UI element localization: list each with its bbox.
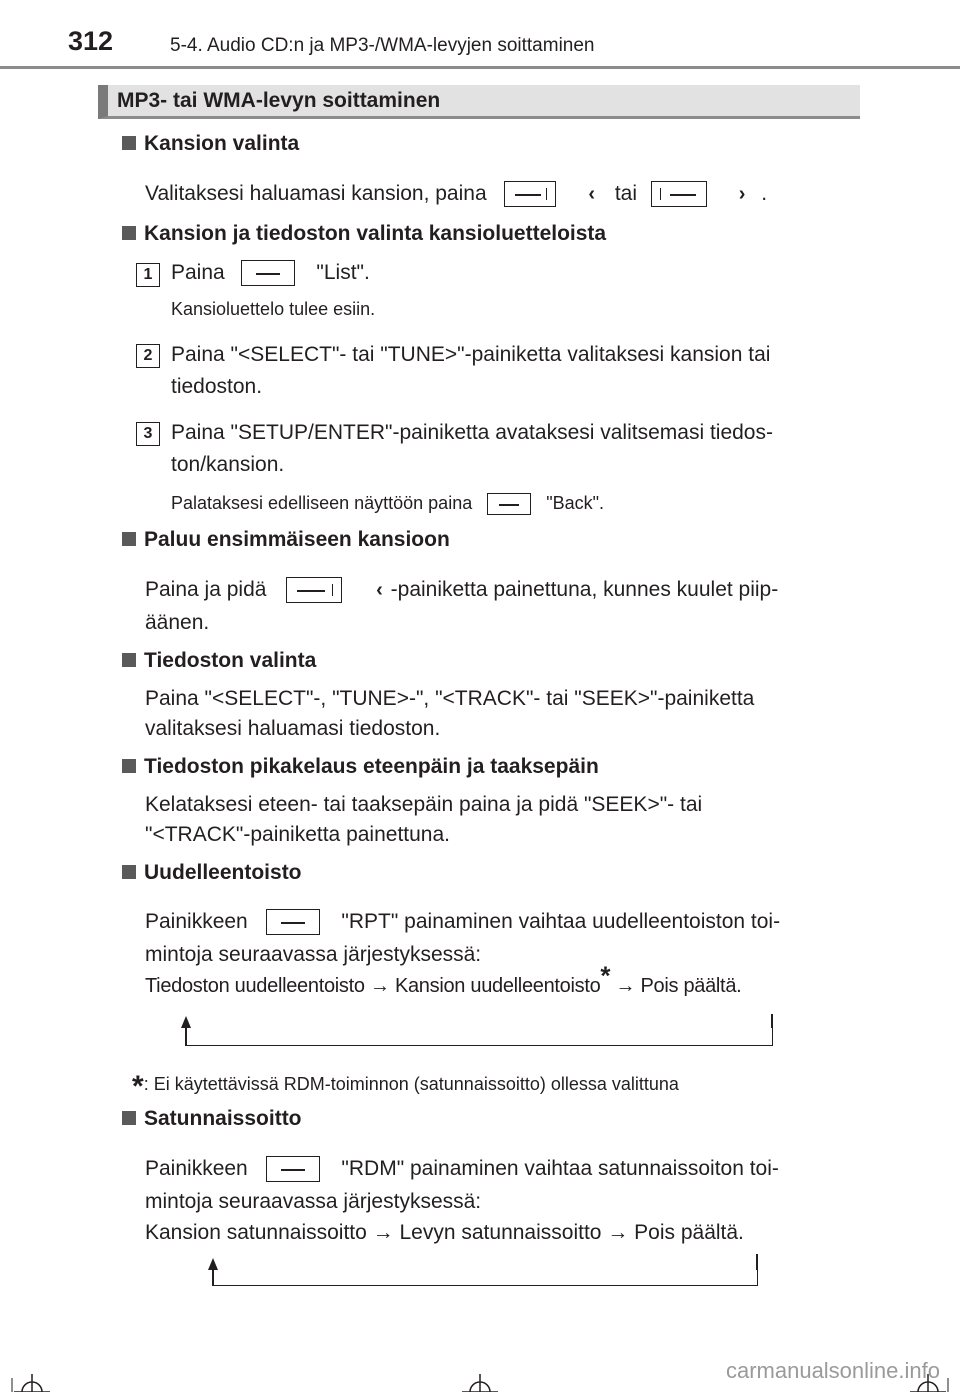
square-bullet-icon — [122, 759, 136, 773]
square-bullet-icon — [122, 1111, 136, 1125]
square-bullet-icon — [122, 653, 136, 667]
header-rule — [0, 66, 960, 69]
repeat-sequence: Tiedoston uudelleentoisto → Kansion uudelleentoisto* → Pois päältä. — [145, 960, 742, 997]
back-button-icon — [487, 493, 531, 515]
rdm-button-icon — [266, 1156, 320, 1182]
rpt-button-icon — [266, 909, 320, 935]
step-number-2: 2 — [136, 344, 160, 368]
random-line2: mintoja seuraavassa järjestyksessä: — [145, 1190, 482, 1213]
folder-select-text: Valitaksesi haluamasi kansion, paina ‹ tai › . — [145, 178, 767, 210]
heading-repeat: Uudelleentoisto — [122, 861, 302, 885]
fast-forward-line1: Kelataksesi eteen- tai taaksepäin paina ja pidä "SEEK>"- tai — [145, 793, 703, 816]
section-title: MP3- tai WMA-levyn soittaminen — [117, 89, 441, 112]
random-cycle-left-leg — [212, 1268, 214, 1286]
arrow-right-icon: → — [369, 975, 390, 997]
running-header: 5-4. Audio CD:n ja MP3-/WMA-levyjen soittaminen — [170, 35, 595, 56]
square-bullet-icon — [122, 136, 136, 150]
step3-line2: ton/kansion. — [171, 453, 285, 476]
registration-mark-icon — [10, 1352, 50, 1392]
random-line1: Painikkeen "RDM" painaminen vaihtaa satunnaissoiton toi- — [145, 1153, 779, 1185]
step1-text: Paina "List". — [171, 257, 370, 289]
heading-fast-forward: Tiedoston pikakelaus eteenpäin ja taaksepäin — [122, 755, 599, 779]
repeat-line1: Painikkeen "RPT" painaminen vaihtaa uudelleentoiston toi- — [145, 906, 780, 938]
step3-line1: Paina "SETUP/ENTER"-painiketta avataksesi valitsemasi tiedos- — [171, 421, 773, 444]
random-cycle-line — [213, 1268, 758, 1286]
repeat-cycle-left-leg — [185, 1026, 187, 1046]
square-bullet-icon — [122, 532, 136, 546]
random-cycle-right-leg — [756, 1254, 758, 1270]
watermark: carmanualsonline.info — [725, 1358, 940, 1383]
folder-down-button-icon — [286, 577, 342, 603]
first-folder-line1: Paina ja pidä ‹ -painiketta painettuna, kunnes kuulet piip- — [145, 574, 778, 606]
arrow-right-icon: → — [607, 1221, 629, 1244]
heading-folder-select: Kansion valinta — [122, 132, 299, 156]
list-button-icon — [241, 260, 295, 286]
footnote-marker: * — [600, 960, 611, 991]
step3-note: Palataksesi edelliseen näyttöön paina "Back". — [171, 493, 604, 515]
file-select-line1: Paina "<SELECT"-, "TUNE>-", "<TRACK"- tai "SEEK>"-painiketta — [145, 687, 755, 710]
repeat-cycle-line — [186, 1026, 773, 1046]
first-folder-line2: äänen. — [145, 611, 210, 634]
random-sequence: Kansion satunnaissoitto → Levyn satunnaissoitto → Pois päältä. — [145, 1221, 744, 1244]
square-bullet-icon — [122, 865, 136, 879]
chevron-left-icon: ‹ — [376, 579, 383, 601]
heading-folder-list: Kansion ja tiedoston valinta kansioluetteloista — [122, 222, 606, 246]
heading-random: Satunnaissoitto — [122, 1107, 302, 1131]
arrow-right-icon: → — [615, 975, 636, 997]
footnote: *: Ei käytettävissä RDM-toiminnon (satunnaissoitto) ollessa valittuna — [132, 1070, 679, 1103]
step-number-3: 3 — [136, 422, 160, 446]
step1-note: Kansioluettelo tulee esiin. — [171, 299, 376, 319]
folder-up-button-icon — [651, 181, 707, 207]
step-number-1: 1 — [136, 263, 160, 287]
repeat-cycle-right-leg — [771, 1014, 773, 1028]
folder-down-button-icon — [504, 181, 556, 207]
registration-mark-icon — [460, 1352, 500, 1392]
heading-first-folder: Paluu ensimmäiseen kansioon — [122, 528, 450, 552]
page-number: 312 — [68, 26, 114, 56]
heading-file-select: Tiedoston valinta — [122, 649, 316, 673]
fast-forward-line2: "<TRACK"-painiketta painettuna. — [145, 823, 450, 846]
step2-line1: Paina "<SELECT"- tai "TUNE>"-painiketta valitaksesi kansion tai — [171, 343, 771, 366]
square-bullet-icon — [122, 226, 136, 240]
step2-line2: tiedoston. — [171, 375, 263, 398]
chevron-right-icon: › — [738, 183, 746, 205]
chevron-left-icon: ‹ — [588, 183, 595, 205]
repeat-line2: mintoja seuraavassa järjestyksessä: — [145, 943, 482, 966]
file-select-line2: valitaksesi haluamasi tiedoston. — [145, 717, 441, 740]
arrow-right-icon: → — [372, 1221, 394, 1244]
